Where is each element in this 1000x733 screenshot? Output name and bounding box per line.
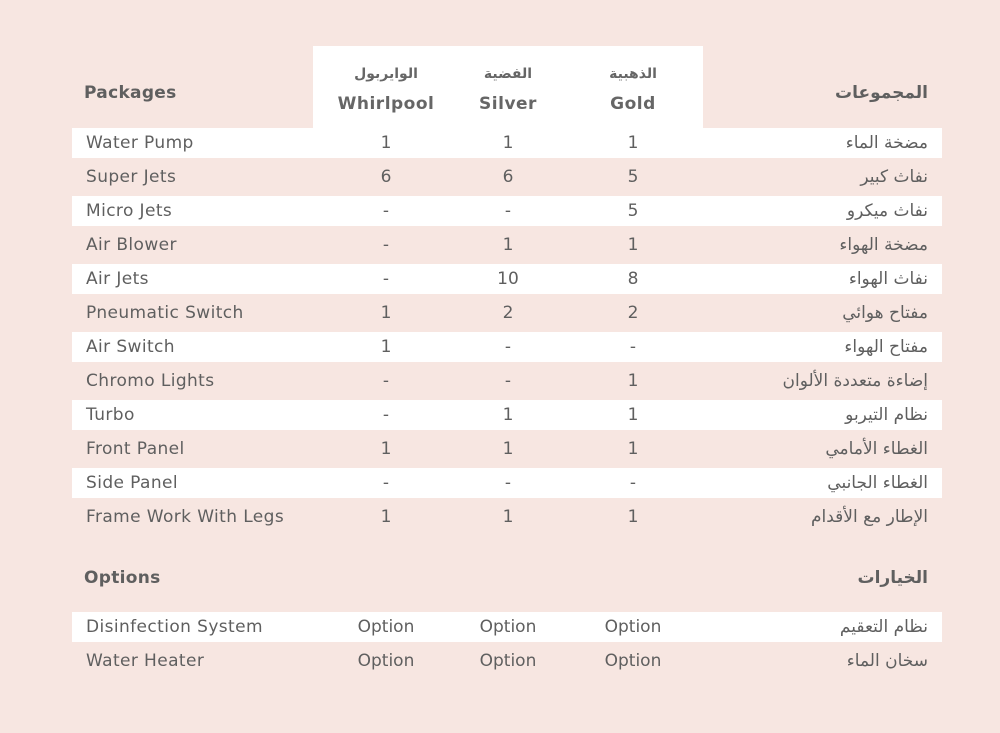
table-row xyxy=(72,332,942,362)
row-label-ar: مفتاح الهواء xyxy=(844,337,928,357)
column-header-en: Whirlpool xyxy=(337,94,435,114)
row-label-en: Disinfection System xyxy=(86,617,263,637)
cell-gold: Option xyxy=(604,617,662,637)
cell-silver: - xyxy=(504,473,512,493)
cell-gold: 1 xyxy=(627,405,639,425)
row-label-ar: مضخة الماء xyxy=(845,133,928,153)
cell-gold: Option xyxy=(604,651,662,671)
cell-silver: 6 xyxy=(502,167,514,187)
cell-gold: - xyxy=(629,337,637,357)
table-row xyxy=(72,468,942,498)
column-header-ar: الذهبية xyxy=(609,66,657,82)
row-label-en: Water Pump xyxy=(86,133,194,153)
table-row xyxy=(72,612,942,642)
cell-whirlpool: 1 xyxy=(380,303,392,323)
cell-whirlpool: Option xyxy=(357,651,415,671)
cell-silver: - xyxy=(504,337,512,357)
cell-silver: 1 xyxy=(502,507,514,527)
row-label-en: Side Panel xyxy=(86,473,179,493)
row-label-ar: نظام التيربو xyxy=(845,405,928,425)
cell-silver: - xyxy=(504,371,512,391)
cell-whirlpool: - xyxy=(382,235,390,255)
row-label-en: Air Switch xyxy=(86,337,175,357)
cell-silver: Option xyxy=(479,651,537,671)
cell-whirlpool: 1 xyxy=(380,439,392,459)
packages-heading-en: Packages xyxy=(84,83,177,103)
cell-silver: 1 xyxy=(502,439,514,459)
cell-gold: - xyxy=(629,473,637,493)
row-label-ar: سخان الماء xyxy=(846,651,928,671)
row-label-en: Water Heater xyxy=(86,651,205,671)
row-label-en: Air Jets xyxy=(86,269,149,289)
column-header-silver xyxy=(453,46,563,117)
cell-whirlpool: 6 xyxy=(380,167,392,187)
column-header-ar: الفضية xyxy=(483,66,533,82)
row-label-ar: نظام التعقيم xyxy=(839,617,928,637)
options-heading-en: Options xyxy=(84,568,161,588)
row-label-ar: إضاءة متعددة الألوان xyxy=(782,371,928,391)
table-row xyxy=(72,434,942,464)
row-label-ar: نفاث ميكرو xyxy=(846,201,928,221)
table-row xyxy=(72,400,942,430)
row-label-en: Pneumatic Switch xyxy=(86,303,244,323)
cell-gold: 8 xyxy=(627,269,639,289)
cell-silver: 2 xyxy=(502,303,514,323)
cell-whirlpool: Option xyxy=(357,617,415,637)
row-label-ar: نفاث الهواء xyxy=(848,269,928,289)
cell-gold: 1 xyxy=(627,439,639,459)
cell-silver: 1 xyxy=(502,405,514,425)
row-label-en: Chromo Lights xyxy=(86,371,215,391)
column-header-gold xyxy=(578,46,688,117)
cell-gold: 1 xyxy=(627,507,639,527)
cell-silver: 1 xyxy=(502,133,514,153)
row-label-en: Frame Work With Legs xyxy=(86,507,285,527)
table-row xyxy=(72,230,942,260)
cell-whirlpool: 1 xyxy=(380,337,392,357)
cell-whirlpool: 1 xyxy=(380,507,392,527)
cell-silver: Option xyxy=(479,617,537,637)
cell-whirlpool: - xyxy=(382,201,390,221)
column-header-en: Gold xyxy=(610,94,656,114)
row-label-en: Micro Jets xyxy=(86,201,173,221)
options-heading-ar: الخيارات xyxy=(857,568,928,588)
table-row xyxy=(72,264,942,294)
cell-whirlpool: - xyxy=(382,371,390,391)
row-label-en: Air Blower xyxy=(86,235,177,255)
row-label-en: Super Jets xyxy=(86,167,177,187)
cell-gold: 1 xyxy=(627,371,639,391)
cell-whirlpool: - xyxy=(382,405,390,425)
row-label-ar: مفتاح هوائي xyxy=(842,303,928,323)
column-header-ar: الوايربول xyxy=(354,66,418,82)
row-label-ar: الإطار مع الأقدام xyxy=(810,507,928,527)
table-row xyxy=(72,196,942,226)
cell-gold: 1 xyxy=(627,235,639,255)
table-row xyxy=(72,646,942,676)
row-label-en: Front Panel xyxy=(86,439,185,459)
row-label-ar: نفاث كبير xyxy=(860,167,928,187)
cell-gold: 5 xyxy=(627,167,639,187)
table-row xyxy=(72,502,942,532)
cell-silver: 10 xyxy=(497,269,519,289)
row-label-en: Turbo xyxy=(86,405,135,425)
cell-whirlpool: - xyxy=(382,473,390,493)
cell-gold: 5 xyxy=(627,201,639,221)
cell-silver: 1 xyxy=(502,235,514,255)
cell-silver: - xyxy=(504,201,512,221)
packages-heading-ar: المجموعات xyxy=(835,83,928,103)
table-row xyxy=(72,162,942,192)
cell-gold: 2 xyxy=(627,303,639,323)
table-row xyxy=(72,298,942,328)
column-header-en: Silver xyxy=(479,94,537,114)
row-label-ar: مضخة الهواء xyxy=(839,235,928,255)
row-label-ar: الغطاء الجانبي xyxy=(827,473,928,493)
table-row xyxy=(72,128,942,158)
column-header-whirlpool xyxy=(331,46,441,117)
cell-whirlpool: - xyxy=(382,269,390,289)
cell-gold: 1 xyxy=(627,133,639,153)
cell-whirlpool: 1 xyxy=(380,133,392,153)
row-label-ar: الغطاء الأمامي xyxy=(825,439,928,459)
table-row xyxy=(72,366,942,396)
